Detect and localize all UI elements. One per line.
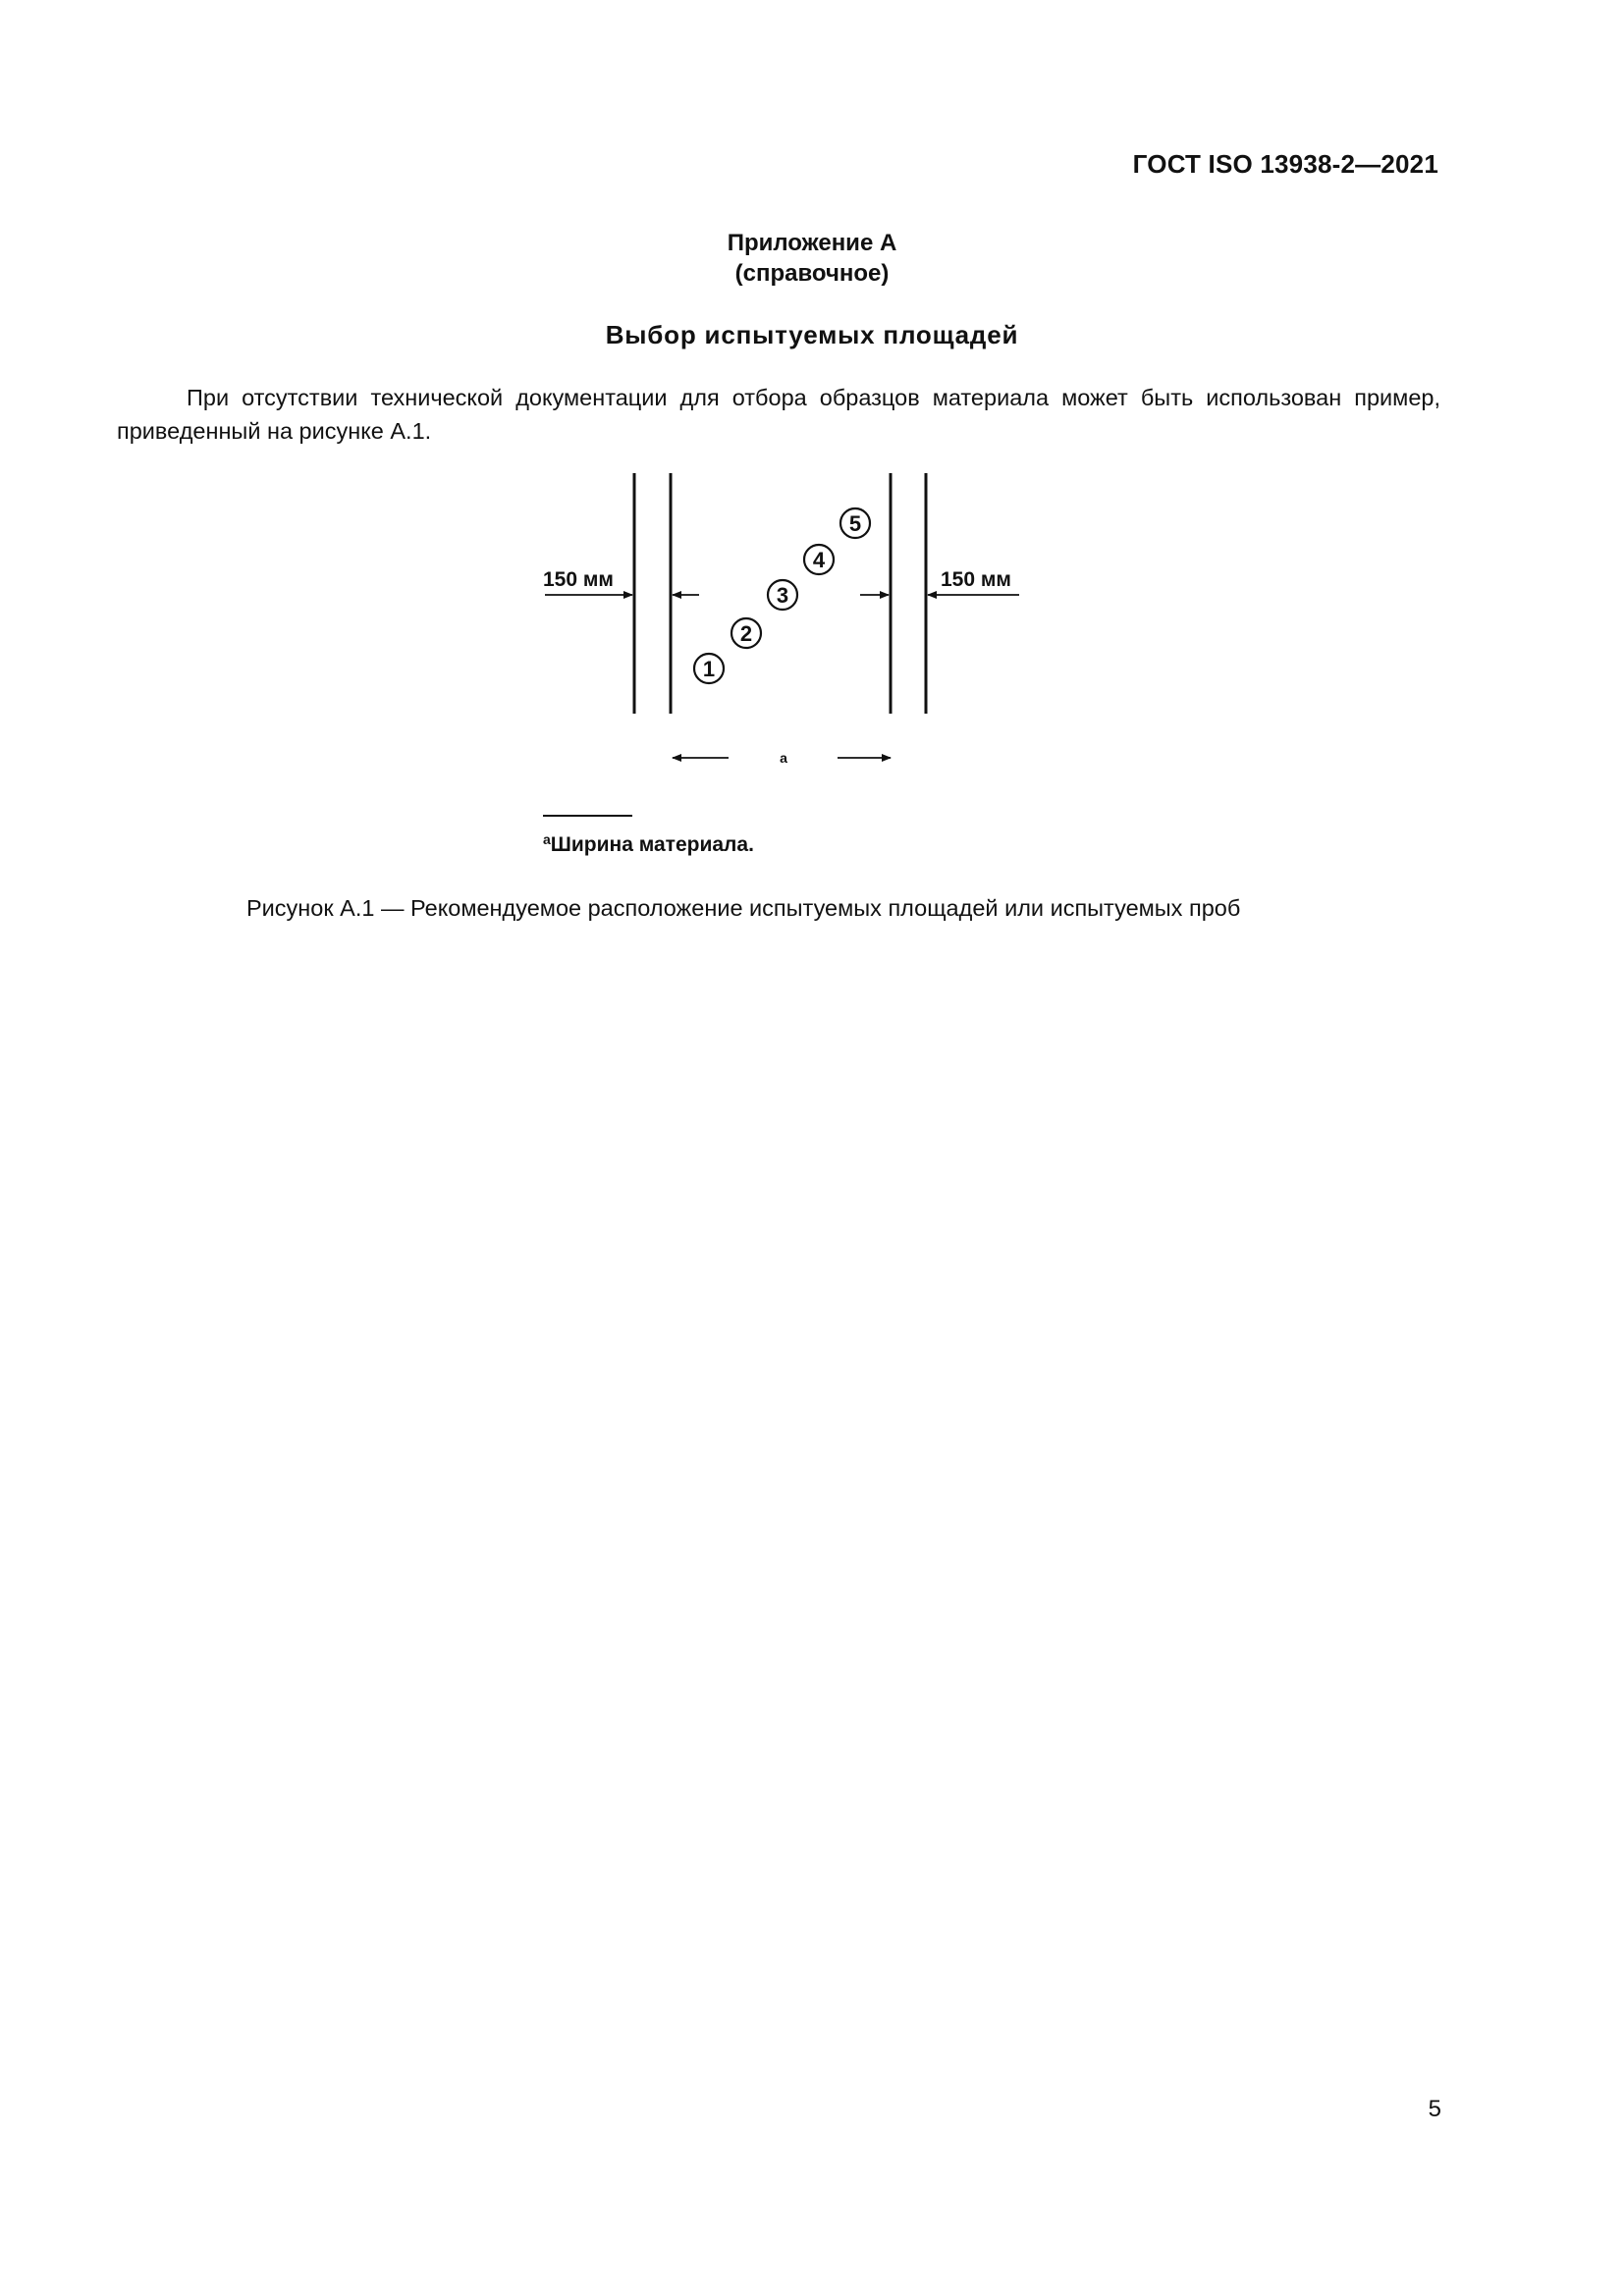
footnote-text: Ширина материала.	[550, 833, 754, 856]
test-area-4	[804, 545, 834, 574]
footnote-marker: a	[543, 831, 551, 847]
test-area-3	[768, 580, 797, 610]
test-area-5	[840, 508, 870, 538]
left-margin-label: 150 мм	[543, 568, 614, 591]
footnote-divider	[543, 815, 632, 817]
annex-title: Приложение А	[727, 230, 897, 256]
width-marker-label: a	[780, 750, 787, 766]
footnote	[543, 831, 754, 857]
body-paragraph: При отсутствии технической документации для отбора образцов материала может быть использован пример, приведенный на рисунке А.1.	[117, 385, 1440, 444]
test-area-2-number: 2	[739, 621, 753, 646]
document-standard-code: ГОСТ ISO 13938-2—2021	[1132, 149, 1438, 179]
test-area-2	[731, 618, 761, 648]
test-area-4-number: 4	[812, 548, 826, 572]
page-number: 5	[1428, 2096, 1441, 2122]
section-title: Выбор испытуемых площадей	[605, 320, 1019, 349]
right-margin-label: 150 мм	[941, 568, 1011, 591]
annex-subtitle: (справочное)	[734, 260, 890, 287]
figure-a1-diagram	[0, 0, 1624, 982]
test-area-1	[694, 654, 724, 683]
figure-caption: Рисунок А.1 — Рекомендуемое расположение испытуемых площадей или испытуемых проб	[246, 895, 1241, 921]
test-area-5-number: 5	[848, 511, 862, 536]
test-area-1-number: 1	[702, 657, 716, 681]
test-area-3-number: 3	[776, 583, 789, 608]
